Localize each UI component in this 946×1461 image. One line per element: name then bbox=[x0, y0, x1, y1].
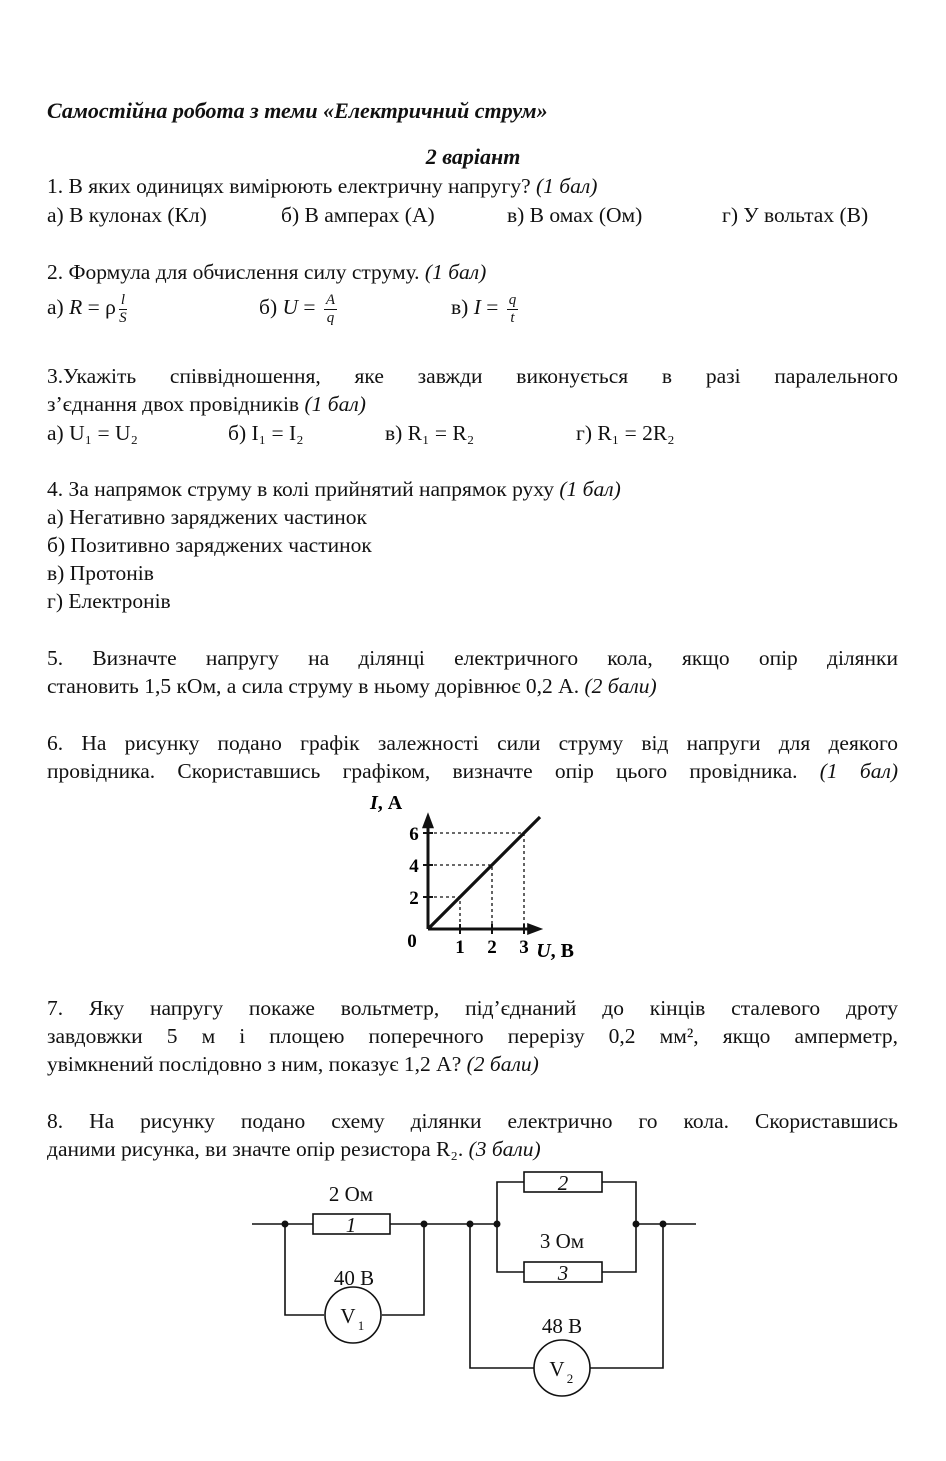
junction-node bbox=[633, 1221, 640, 1228]
v1-value-label: 40 В bbox=[333, 1266, 375, 1290]
q6-line2-wrap bbox=[47, 757, 898, 785]
q1-option-a: а) В кулонах (Кл) bbox=[47, 203, 207, 227]
q5-line1: 5. Визначте напругу на ділянці електричного кола, якщо опір ділянки bbox=[47, 646, 898, 670]
q2-b-eq: = bbox=[298, 295, 321, 319]
v1-subscript: 1 bbox=[357, 1318, 365, 1333]
q2-c-lhs: I bbox=[473, 295, 481, 319]
q4-points: (1 бал) bbox=[559, 477, 621, 501]
q3-option-d: г) R₁ = 2R₂ bbox=[576, 421, 675, 445]
q1-points: (1 бал) bbox=[536, 174, 598, 198]
q3-option-a: а) U₁ = U₂ bbox=[47, 421, 138, 445]
q4-text: 4. За напрямок струму в колі прийнятий напрямок руху bbox=[47, 477, 554, 501]
q3-line2-wrap bbox=[47, 390, 898, 418]
q1-question bbox=[47, 172, 898, 200]
q2-a-eq: = ρ bbox=[82, 295, 116, 319]
r2-number-label: 2 bbox=[557, 1171, 569, 1195]
x-tick-label: 3 bbox=[519, 937, 529, 958]
q4-option-a: а) Негативно заряджених частинок bbox=[47, 505, 368, 529]
y-tick-label: 2 bbox=[409, 888, 419, 909]
origin-label: 0 bbox=[407, 931, 417, 952]
wire-r2-left bbox=[497, 1182, 524, 1224]
q2-b-lhs: U bbox=[282, 295, 299, 319]
q2-a-den: S bbox=[119, 309, 127, 326]
q6-line2: провідника. Скориставшись графіком, визначте опір цього провідника. bbox=[47, 759, 798, 783]
q5-line2-wrap bbox=[47, 672, 898, 700]
q4-option-b: б) Позитивно заряджених частинок bbox=[47, 533, 372, 557]
q2-points: (1 бал) bbox=[424, 260, 487, 284]
q2-c-den: t bbox=[510, 309, 515, 326]
x-tick-label: 1 bbox=[455, 937, 465, 958]
q3-line2: з’єднання двох провідників bbox=[47, 392, 300, 416]
v2-subscript: 2 bbox=[566, 1371, 574, 1386]
q3-points: (1 бал) bbox=[304, 392, 366, 416]
r3-value-label: 3 Ом bbox=[539, 1229, 585, 1253]
variant-label: 2 варіант bbox=[425, 144, 521, 169]
x-axis-arrow bbox=[527, 923, 543, 935]
q8-points: (3 бали) bbox=[468, 1137, 541, 1161]
q1-option-b: б) В амперах (А) bbox=[281, 203, 435, 227]
r3-number-label: 3 bbox=[557, 1261, 569, 1285]
wire-v2-left bbox=[470, 1224, 534, 1368]
q7-line1: 7. Яку напругу покаже вольтметр, під’єднаний до кінців сталевого дроту bbox=[47, 996, 898, 1020]
q2-option-c bbox=[451, 285, 518, 329]
q2-b-fraction bbox=[324, 292, 337, 327]
q4-option-d: г) Електронів bbox=[47, 589, 171, 613]
q8-line1: 8. На рисунку подано схему ділянки електрично го кола. Скориставшись bbox=[47, 1109, 898, 1133]
wire-r3-right bbox=[602, 1224, 636, 1272]
wire-v1-right bbox=[382, 1224, 424, 1315]
y-axis-arrow bbox=[422, 812, 434, 828]
q7-line3: увімкнений послідовно з ним, показує 1,2 А? bbox=[47, 1052, 462, 1076]
q2-question bbox=[47, 258, 898, 286]
q2-c-prefix: в) bbox=[451, 295, 469, 319]
q6-points: (1 бал) bbox=[819, 759, 898, 783]
y-tick-label: 4 bbox=[409, 856, 419, 877]
worksheet-title: Самостійна робота з теми «Електричний струм» bbox=[47, 98, 548, 123]
y-axis-label: I, А bbox=[370, 792, 403, 814]
q2-c-fraction bbox=[507, 292, 519, 327]
y-tick-label: 6 bbox=[409, 824, 419, 845]
q2-a-fraction bbox=[119, 292, 127, 327]
junction-node bbox=[421, 1221, 428, 1228]
junction-node bbox=[282, 1221, 289, 1228]
r1-number-label: 1 bbox=[345, 1213, 357, 1237]
junction-node bbox=[467, 1221, 474, 1228]
wire-v2-right bbox=[590, 1224, 663, 1368]
q2-a-prefix: а) bbox=[47, 295, 64, 319]
x-tick-label: 2 bbox=[487, 937, 497, 958]
q1-text: 1. В яких одиницях вимірюють електричну напругу? bbox=[47, 174, 531, 198]
q7-line3-wrap bbox=[47, 1050, 898, 1078]
q2-a-lhs: R bbox=[69, 295, 83, 319]
q2-c-num: q bbox=[508, 291, 517, 308]
q5-points: (2 бали) bbox=[584, 674, 657, 698]
wire-r3-left bbox=[497, 1224, 524, 1272]
current-voltage-graph bbox=[360, 782, 610, 962]
junction-node bbox=[494, 1221, 501, 1228]
wire-v1-left bbox=[285, 1224, 324, 1315]
q4-option-c: в) Протонів bbox=[47, 561, 154, 585]
q2-option-a bbox=[47, 285, 127, 329]
v1-symbol: V bbox=[340, 1304, 356, 1328]
q2-a-num: l bbox=[120, 291, 125, 308]
series-line-current bbox=[428, 817, 540, 929]
q5-line2: становить 1,5 кОм, а сила струму в ньому дорівнює 0,2 А. bbox=[47, 674, 580, 698]
r1-value-label: 2 Ом bbox=[328, 1182, 374, 1206]
q6-line1: 6. На рисунку подано графік залежності сили струму від напруги для деякого bbox=[47, 731, 898, 755]
v2-symbol: V bbox=[549, 1357, 565, 1381]
q2-b-den: q bbox=[326, 309, 335, 326]
q8-line2-wrap bbox=[47, 1135, 898, 1163]
q8-line2: даними рисунка, ви значте опір резистора R₂. bbox=[47, 1137, 464, 1161]
q1-option-c: в) В омах (Ом) bbox=[507, 203, 643, 227]
q3-option-c: в) R₁ = R₂ bbox=[385, 421, 475, 445]
q2-c-eq: = bbox=[480, 295, 504, 319]
wire-r2-right bbox=[602, 1182, 636, 1224]
q1-option-d: г) У вольтах (В) bbox=[722, 203, 869, 227]
q2-option-b bbox=[259, 285, 337, 329]
q7-points: (2 бали) bbox=[466, 1052, 539, 1076]
q3-line1: 3.Укажіть співвідношення, яке завжди виконується в разі паралельного bbox=[47, 364, 898, 388]
x-axis-label: U, В bbox=[536, 940, 574, 962]
q7-line2: завдовжки 5 м і площею поперечного перерізу 0,2 мм², якщо амперметр, bbox=[47, 1024, 898, 1048]
q3-option-b: б) I₁ = I₂ bbox=[228, 421, 304, 445]
q2-b-num: A bbox=[325, 291, 336, 308]
q2-b-prefix: б) bbox=[259, 295, 278, 319]
v2-value-label: 48 В bbox=[541, 1314, 583, 1338]
q4-question bbox=[47, 475, 898, 503]
junction-node bbox=[660, 1221, 667, 1228]
q2-text: 2. Формула для обчислення силу струму. bbox=[47, 260, 420, 284]
circuit-diagram bbox=[240, 1160, 710, 1400]
